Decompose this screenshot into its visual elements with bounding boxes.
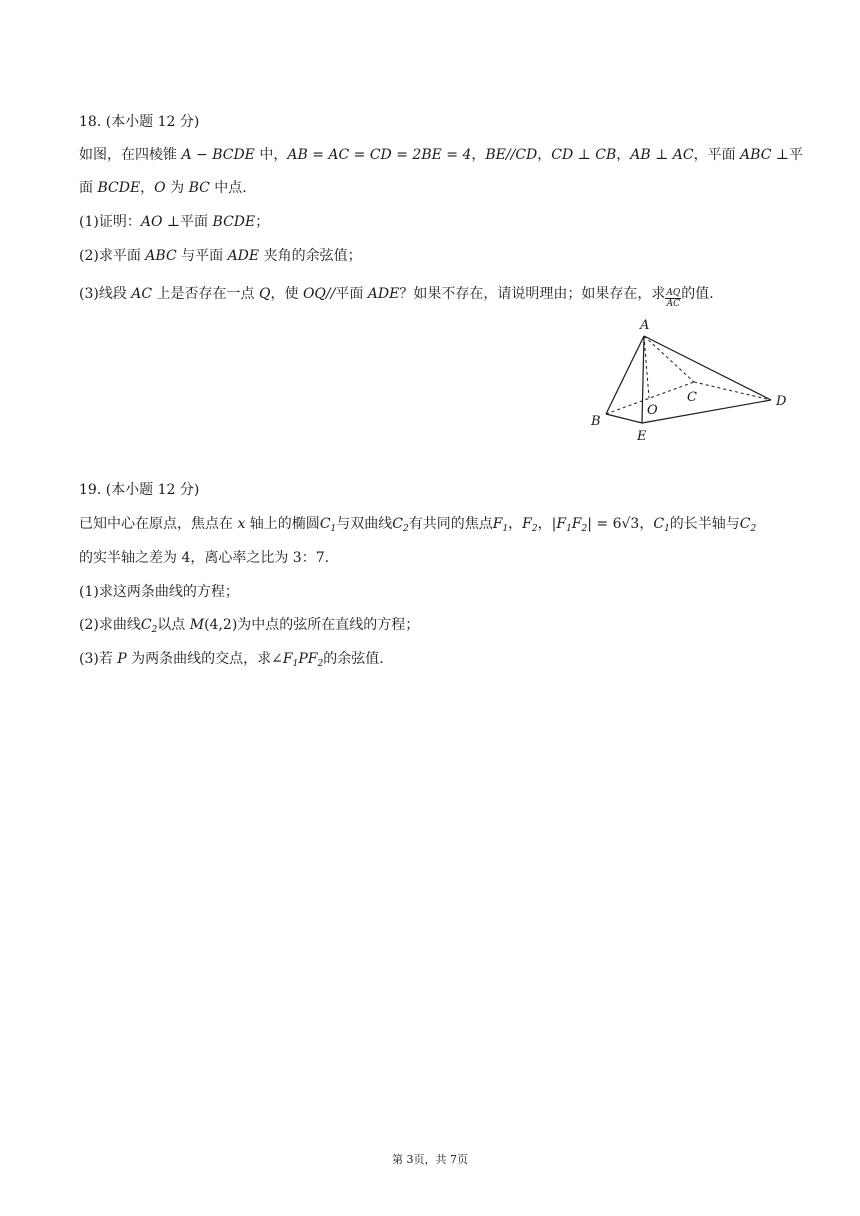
q19-f2-sub: 2	[531, 524, 538, 534]
q19-c1b-sub: 1	[664, 524, 670, 534]
q18-p3f: OQ//	[302, 286, 336, 302]
q18-l1k: ，平面	[693, 147, 741, 163]
q19-p2c: 以点	[157, 617, 190, 633]
page-footer: 第 3页，共 7页	[392, 1153, 468, 1166]
q19-part1: (1)求这两条曲线的方程；	[79, 584, 239, 600]
q19-c2b-sub: 2	[750, 524, 757, 534]
q18-l1c: 中，	[254, 147, 288, 163]
q18-p3b: AC	[131, 286, 153, 302]
q18-p3d: Q	[259, 286, 271, 302]
label-a: A	[640, 318, 650, 333]
q18-p3c: 上是否存在一点	[152, 286, 260, 302]
q19-c2b-letter: C	[739, 516, 751, 532]
q19-angle-pf2: PF	[298, 651, 318, 667]
q19-f1-letter: F	[492, 516, 503, 532]
q19-c1b-letter: C	[653, 516, 665, 532]
q18-l2c: ，	[140, 180, 155, 196]
q18-p3g: 平面	[335, 286, 368, 302]
q19-c2-sub: 2	[402, 524, 409, 534]
q19-l1q: 的长半轴与	[669, 516, 740, 532]
q18-p1b: AO	[140, 214, 163, 230]
q19-l1e: 与双曲线	[336, 516, 393, 532]
q19-dist-f2-sub: 2	[581, 524, 588, 534]
q18-p2c: 与平面	[176, 248, 228, 264]
q19-c1	[320, 516, 336, 532]
q19-line1	[79, 514, 756, 539]
q19-p2-c2	[141, 617, 157, 633]
q19-f1-sub: 1	[502, 524, 509, 534]
q18-point-o: O	[154, 180, 166, 196]
q18-l2g: 中点.	[209, 180, 247, 196]
q19-angle-pf2-sub: 2	[317, 659, 324, 669]
q19-part2	[79, 615, 419, 640]
q18-segment-bc: BC	[188, 180, 210, 196]
q18-header: 18. (本小题 12 分)	[79, 114, 200, 130]
q19-f1	[493, 516, 508, 532]
q19-distance	[552, 516, 640, 532]
q19-dist-f2: F	[571, 516, 582, 532]
q19-angle-f1-sub: 1	[292, 659, 299, 669]
q19-p2a: (2)求曲线	[79, 617, 141, 633]
fraction-numerator: AQ	[666, 288, 681, 298]
label-c: C	[687, 390, 697, 405]
q18-l1a: 如图，在四棱锥	[79, 147, 182, 163]
q18-p3h: ADE	[367, 286, 400, 302]
q18-perp2: AB ⊥ AC	[630, 147, 694, 163]
fraction-aq-ac	[665, 288, 681, 309]
q18-l2e: 为	[165, 180, 189, 196]
q18-l1e: ，	[471, 147, 486, 163]
edge-ad	[644, 336, 771, 400]
q19-angle	[271, 651, 323, 667]
q19-l1k: ，	[537, 516, 552, 532]
q18-line1	[79, 145, 803, 165]
q18-p2d: ADE	[227, 248, 260, 264]
q19-c2	[392, 516, 408, 532]
q18-lengths: AB = AC = CD = 2BE = 4	[287, 147, 472, 163]
label-d: D	[776, 394, 787, 409]
q18-p3j: 的值.	[681, 286, 714, 302]
q19-p2-c2-letter: C	[140, 617, 152, 633]
q19-p3a: (3)若	[79, 651, 118, 667]
q19-p2e: (4,2)	[204, 617, 238, 633]
q19-l1b: x	[237, 516, 246, 532]
q18-part2	[79, 246, 362, 266]
edge-ao-hidden	[644, 336, 649, 398]
q19-l1g: 有共同的焦点	[408, 516, 493, 532]
q19-c1b	[653, 516, 669, 532]
q19-dist-value: | = 6	[587, 516, 622, 532]
edge-ae	[642, 336, 644, 423]
q18-perp1: CD ⊥ CB	[551, 147, 617, 163]
edge-ac-hidden	[644, 336, 694, 382]
q19-line2: 的实半轴之差为 4，离心率之比为 3：7.	[79, 550, 330, 566]
q19-p3f: 的余弦值.	[323, 651, 384, 667]
q19-p3b: P	[117, 651, 127, 667]
q18-p2a: (2)求平面	[79, 248, 146, 264]
q18-l1g: ，	[537, 147, 552, 163]
label-e: E	[637, 429, 647, 444]
q18-p2b: ABC	[145, 248, 177, 264]
label-o: O	[647, 403, 658, 418]
q19-f2	[522, 516, 537, 532]
q18-line2	[79, 178, 247, 198]
q19-c2-letter: C	[392, 516, 403, 532]
edge-be	[606, 414, 642, 423]
q19-c1-sub: 1	[330, 524, 337, 534]
q18-pyramid-name: A − BCDE	[181, 147, 255, 163]
q19-part3	[79, 649, 384, 674]
q19-dist-f1-sub: 1	[566, 524, 572, 534]
q19-p2f: 为中点的弦所在直线的方程；	[237, 617, 420, 633]
q19-l1i: ，	[508, 516, 523, 532]
q18-part1	[79, 212, 269, 232]
q18-p1d: BCDE	[212, 214, 256, 230]
q18-p1e: ；	[255, 214, 270, 230]
q18-l2a: 面	[79, 180, 98, 196]
q19-p2-c2-sub: 2	[151, 625, 158, 635]
q19-l1a: 已知中心在原点，焦点在	[79, 516, 238, 532]
q19-sqrt3: √3	[621, 516, 640, 532]
q18-l1m: ⊥平	[771, 147, 804, 163]
edge-cd-hidden	[694, 382, 771, 400]
q18-p3e: ，使	[270, 286, 303, 302]
q19-dist-f1: |F	[551, 516, 567, 532]
fraction-denominator: AC	[666, 299, 680, 309]
q19-c1-letter: C	[319, 516, 331, 532]
q19-header: 19. (本小题 12 分)	[79, 482, 200, 498]
q18-p3a: (3)线段	[79, 286, 132, 302]
q18-plane-abc: ABC	[740, 147, 772, 163]
q19-angle-f1: ∠F	[271, 651, 293, 667]
q18-p1a: (1)证明：	[79, 214, 141, 230]
q19-l1o: ，	[639, 516, 654, 532]
edge-ab	[606, 336, 644, 414]
q18-p2e: 夹角的余弦值；	[259, 248, 362, 264]
q18-l1i: ，	[616, 147, 631, 163]
q19-p2d: M	[189, 617, 205, 633]
q19-l1c: 轴上的椭圆	[245, 516, 320, 532]
q18-p3i: ？如果不存在，请说明理由；如果存在，求	[399, 286, 666, 302]
edge-ed	[642, 400, 771, 423]
q18-part3	[79, 284, 714, 309]
q18-parallel: BE//CD	[485, 147, 538, 163]
q18-plane-bcde: BCDE	[97, 180, 141, 196]
q19-c2b	[740, 516, 756, 532]
q19-p3c: 为两条曲线的交点，求	[126, 651, 272, 667]
q19-f2-letter: F	[522, 516, 532, 532]
pyramid-figure	[586, 314, 796, 446]
label-b: B	[591, 414, 601, 429]
q18-p1c: ⊥平面	[162, 214, 213, 230]
